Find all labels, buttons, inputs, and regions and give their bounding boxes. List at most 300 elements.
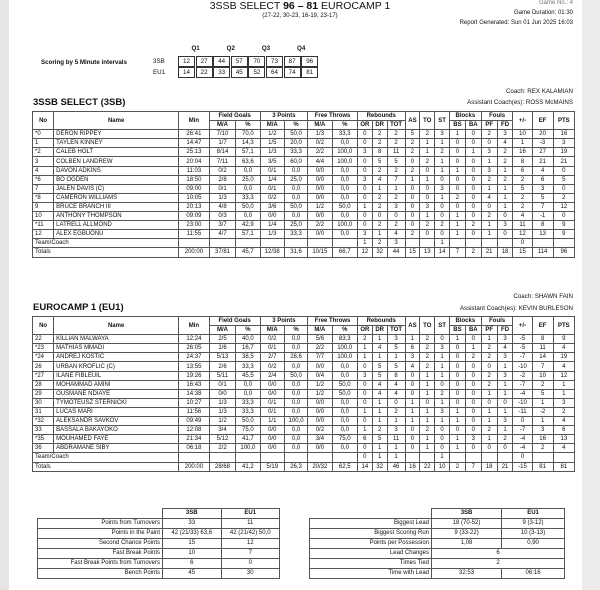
stat-cell: 0/0 <box>308 444 332 453</box>
stat-cell: 0 <box>420 193 435 202</box>
stat-cell: 2/5 <box>209 335 235 344</box>
stat-cell: 1/2 <box>308 380 332 389</box>
stat-cell: 2 <box>372 202 387 211</box>
stat-cell: 2 <box>435 389 450 398</box>
player-number: 3 <box>33 157 54 166</box>
stat-cell: 1 <box>465 148 481 157</box>
player-name: BASSALA BAKAYOKO <box>54 426 179 435</box>
stat-cell: -2 <box>532 407 553 416</box>
stat-cell: 57,1 <box>236 230 260 239</box>
stat-cell: 2 <box>553 407 574 416</box>
stat-cell: 0 <box>449 139 465 148</box>
stat-cell: 2 <box>481 380 497 389</box>
stat-cell: 2 <box>372 221 387 230</box>
summary-label: Points in the Paint <box>38 529 163 539</box>
stat-cell: 0 <box>405 157 420 166</box>
stat-cell: 50,0 <box>284 130 307 139</box>
stat-cell: 16 <box>405 462 420 471</box>
team2-title: EUROCAMP 1 (EU1) <box>33 302 124 313</box>
stat-cell: 5 <box>387 362 405 371</box>
stat-cell: 10:05 <box>179 193 210 202</box>
quarter-header: Q1 <box>191 45 200 52</box>
stat-cell: 20,0 <box>284 139 307 148</box>
stat-cell: 1 <box>481 157 497 166</box>
stat-cell: 4/8 <box>209 202 235 211</box>
team1-title: 3SSB SELECT (3SB) <box>33 97 126 108</box>
player-row <box>33 426 575 435</box>
summary-row <box>38 539 280 549</box>
stat-cell: 2/7 <box>260 353 284 362</box>
stat-cell: 0 <box>420 230 435 239</box>
stat-cell <box>497 239 513 248</box>
stat-cell: 1 <box>372 407 387 416</box>
stat-cell <box>209 239 235 248</box>
stat-cell <box>209 453 235 462</box>
quarter-header: Q2 <box>226 45 235 52</box>
stat-cell: 0/1 <box>260 184 284 193</box>
stat-cell: 0,0 <box>332 426 357 435</box>
stat-cell: 1 <box>449 212 465 221</box>
sub-header: DR <box>372 121 387 130</box>
stat-cell: 2 <box>481 130 497 139</box>
stat-cell: 4 <box>372 389 387 398</box>
stat-cell: 0/0 <box>308 417 332 426</box>
player-row <box>33 407 575 416</box>
stat-cell: 7 <box>532 362 553 371</box>
sub-header: FD <box>497 121 513 130</box>
stat-cell: 18:50 <box>179 175 210 184</box>
col-to: TO <box>420 112 435 130</box>
player-name: TYMOTEUSZ STERNICKI <box>54 398 179 407</box>
stat-cell: 4/7 <box>209 230 235 239</box>
stat-cell: 22 <box>420 462 435 471</box>
stat-cell: 1 <box>481 417 497 426</box>
stat-cell: 0 <box>357 184 372 193</box>
stat-cell: 5 <box>405 130 420 139</box>
summary-value: 11 <box>221 519 280 529</box>
left-page-edge <box>0 0 9 590</box>
stat-cell: 50,0 <box>332 389 357 398</box>
player-name: ANDREJ KOSTIC <box>54 353 179 362</box>
stat-cell: 0 <box>481 398 497 407</box>
stat-cell: 1 <box>497 380 513 389</box>
stat-cell: 1 <box>553 389 574 398</box>
stat-cell: 60,0 <box>284 157 307 166</box>
stat-cell: 26:41 <box>179 130 210 139</box>
stat-cell: 3 <box>532 184 553 193</box>
stat-cell: 4/4 <box>308 157 332 166</box>
stat-cell: 1 <box>420 407 435 416</box>
stat-cell: 2 <box>387 166 405 175</box>
player-name: TAYLEN KINNEY <box>54 139 179 148</box>
interval-team-code: 3SB <box>153 58 165 65</box>
stat-cell: 2 <box>497 148 513 157</box>
stat-cell: 2 <box>481 212 497 221</box>
summary-value: 32:53 <box>432 569 502 579</box>
stat-cell: 2 <box>387 193 405 202</box>
col-st: ST <box>435 317 450 335</box>
stat-cell: 42,9 <box>236 221 260 230</box>
stat-cell: 8 <box>387 371 405 380</box>
stat-cell: 1 <box>387 184 405 193</box>
interval-team-code: EU1 <box>153 69 166 76</box>
quarter-header: Q3 <box>261 45 271 52</box>
stat-cell: 2 <box>513 193 532 202</box>
stat-cell: 0/0 <box>308 398 332 407</box>
stat-cell: 1 <box>405 175 420 184</box>
stat-cell: 7/10 <box>209 130 235 139</box>
stat-cell: 62,5 <box>332 462 357 471</box>
stat-cell: 31,6 <box>284 248 307 257</box>
sub-header: % <box>236 326 260 335</box>
stat-cell: 3/7 <box>209 221 235 230</box>
sub-header: BA <box>465 326 481 335</box>
stat-cell: 3 <box>387 426 405 435</box>
col-blocks: Blocks <box>449 317 481 326</box>
player-number: 31 <box>33 407 54 416</box>
stat-cell: 2/2 <box>209 444 235 453</box>
player-row <box>33 212 575 221</box>
totals-label: Totals <box>33 248 179 257</box>
stat-cell: 2 <box>481 371 497 380</box>
stat-cell: 1 <box>372 417 387 426</box>
stat-cell: 96 <box>553 248 574 257</box>
stat-cell: 4 <box>553 344 574 353</box>
stat-cell: 200:00 <box>179 248 210 257</box>
stat-cell: 3 <box>465 435 481 444</box>
stat-cell: 1/3 <box>260 148 284 157</box>
summary-value: 2 <box>432 559 565 569</box>
stat-cell: 2 <box>372 426 387 435</box>
stat-cell: 2 <box>435 221 450 230</box>
stat-cell: 5/12 <box>209 435 235 444</box>
col-ef: EF <box>532 317 553 335</box>
stat-cell: 0 <box>435 335 450 344</box>
stat-cell: 1 <box>387 444 405 453</box>
stat-cell: 4 <box>497 344 513 353</box>
stat-cell: 5 <box>372 362 387 371</box>
stat-cell: 50,0 <box>236 202 260 211</box>
stat-cell: 1 <box>497 426 513 435</box>
quarter-scores: (27-22, 30-23, 16-19, 23-17) <box>262 13 338 19</box>
stat-cell: 0/0 <box>260 435 284 444</box>
stat-cell: 2 <box>420 335 435 344</box>
stat-cell: 0 <box>465 398 481 407</box>
stat-cell: 0,0 <box>332 193 357 202</box>
stat-cell: 6 <box>513 166 532 175</box>
player-name: BO OGDEN <box>54 175 179 184</box>
stat-cell: 7/11 <box>209 157 235 166</box>
stat-cell: 2/2 <box>308 148 332 157</box>
sub-header: % <box>284 121 307 130</box>
stat-cell: 1 <box>449 435 465 444</box>
stat-cell: 21 <box>497 462 513 471</box>
interval-score-cell: 73 <box>266 56 283 67</box>
player-name: ANTHONY THOMPSON <box>54 212 179 221</box>
stat-cell: 0,0 <box>332 444 357 453</box>
player-name: ALEX EGBUONU <box>54 230 179 239</box>
stat-cell: 0 <box>435 435 450 444</box>
summary-value: 33 <box>163 519 222 529</box>
stat-cell: 12/38 <box>260 248 284 257</box>
summary-corner <box>38 509 163 519</box>
stat-cell: 57,1 <box>236 148 260 157</box>
stat-cell: 100,0 <box>332 221 357 230</box>
player-number: 7 <box>33 184 54 193</box>
stat-cell: 7 <box>532 202 553 211</box>
stat-cell: 1/4 <box>260 221 284 230</box>
player-number: *2 <box>33 148 54 157</box>
stat-cell: 0 <box>449 148 465 157</box>
totals-label: Totals <box>33 462 179 471</box>
sub-header: OR <box>357 326 372 335</box>
stat-cell: 7 <box>387 175 405 184</box>
stat-cell: 0 <box>420 166 435 175</box>
stat-cell: 20/32 <box>308 462 332 471</box>
stat-cell: 33,3 <box>236 362 260 371</box>
stat-cell: 12 <box>357 248 372 257</box>
stat-cell: 1 <box>481 230 497 239</box>
stat-cell: 50,0 <box>332 380 357 389</box>
stat-cell: 0 <box>435 380 450 389</box>
stat-cell: 2 <box>387 221 405 230</box>
stat-cell: 1 <box>435 362 450 371</box>
stat-cell: 1/3 <box>209 193 235 202</box>
stat-cell: 1 <box>405 407 420 416</box>
player-row <box>33 175 575 184</box>
stat-cell: 3 <box>357 175 372 184</box>
stat-cell: 5 <box>372 371 387 380</box>
stat-cell: 3 <box>481 166 497 175</box>
stat-cell: 16 <box>553 130 574 139</box>
summary-value: 6 <box>163 559 222 569</box>
stat-cell: 1 <box>435 239 450 248</box>
player-name: BRUCE BRANCH III <box>54 202 179 211</box>
stat-cell: 0 <box>405 444 420 453</box>
stat-cell: 0,0 <box>332 139 357 148</box>
col-st: ST <box>435 112 450 130</box>
stat-cell: 0 <box>465 380 481 389</box>
final-score: 96 – 81 <box>283 0 319 12</box>
stat-cell: 0 <box>449 175 465 184</box>
stat-cell: 0 <box>449 398 465 407</box>
stat-cell: 8 <box>372 148 387 157</box>
col-field-goals: Field Goals <box>209 317 260 326</box>
sub-header: DR <box>372 326 387 335</box>
stat-cell: 0,0 <box>284 389 307 398</box>
stat-cell: 0 <box>513 417 532 426</box>
stat-cell: 0/0 <box>260 426 284 435</box>
col-name: Name <box>54 317 179 335</box>
stat-cell: 0 <box>449 389 465 398</box>
stat-cell: 50,0 <box>284 202 307 211</box>
stat-cell: 41,7 <box>236 435 260 444</box>
stat-cell: 12:08 <box>179 426 210 435</box>
stat-cell: 0 <box>405 389 420 398</box>
stat-cell <box>553 239 574 248</box>
stat-cell: 5 <box>553 175 574 184</box>
stat-cell: 1/3 <box>308 130 332 139</box>
player-row <box>33 380 575 389</box>
stat-cell <box>532 453 553 462</box>
sub-header: TOT <box>387 326 405 335</box>
stat-cell: 0/1 <box>209 380 235 389</box>
sub-header: PF <box>481 121 497 130</box>
stat-cell: 0 <box>357 453 372 462</box>
stat-cell: 1 <box>435 157 450 166</box>
stat-cell: 83,3 <box>332 335 357 344</box>
player-name: ABDRAMANE SIBY <box>54 444 179 453</box>
summary-right-table <box>309 508 565 579</box>
stat-cell: 1 <box>553 380 574 389</box>
col-plus-minus: +/- <box>513 112 532 130</box>
stat-cell: 1 <box>435 398 450 407</box>
stat-cell: 1 <box>405 398 420 407</box>
stat-cell <box>465 239 481 248</box>
stat-cell: 100,0 <box>332 157 357 166</box>
stat-cell: 6 <box>553 426 574 435</box>
summary-value: 10 <box>163 549 222 559</box>
summary-value: 0 <box>221 559 280 569</box>
stat-cell: 1 <box>420 444 435 453</box>
stat-cell: 0 <box>465 212 481 221</box>
stat-cell: 100,0 <box>236 444 260 453</box>
player-name: LATRELL ALLMOND <box>54 221 179 230</box>
stat-cell: 0 <box>465 166 481 175</box>
stat-cell: 3 <box>497 335 513 344</box>
stat-cell: 2/6 <box>209 362 235 371</box>
stat-cell: 0 <box>465 230 481 239</box>
stat-cell: 0 <box>405 193 420 202</box>
stat-cell <box>179 239 210 248</box>
stat-cell: 3/4 <box>209 426 235 435</box>
player-name: MOHAMMAD AMINI <box>54 380 179 389</box>
col-as: AS <box>405 112 420 130</box>
stat-cell: 12:24 <box>179 335 210 344</box>
stat-cell: 1/2 <box>209 417 235 426</box>
player-number: *23 <box>33 344 54 353</box>
summary-value: 9 (33-22) <box>432 529 502 539</box>
stat-cell: 81 <box>532 462 553 471</box>
stat-cell: 0 <box>449 157 465 166</box>
stat-cell: 5 <box>387 344 405 353</box>
stat-cell: 1 <box>497 184 513 193</box>
stat-cell: 3 <box>420 202 435 211</box>
stat-cell: 21 <box>553 157 574 166</box>
stat-cell: 16 <box>532 435 553 444</box>
stat-cell: 0 <box>405 426 420 435</box>
stat-cell: 15 <box>513 248 532 257</box>
stat-cell: 32 <box>372 462 387 471</box>
col-pts: PTS <box>553 112 574 130</box>
stat-cell: 0/0 <box>308 230 332 239</box>
stat-cell: 1 <box>497 407 513 416</box>
stat-cell: 06:18 <box>179 444 210 453</box>
header-row-1 <box>33 112 575 121</box>
summary-row <box>38 519 280 529</box>
stat-cell: 11 <box>387 148 405 157</box>
player-number: *11 <box>33 221 54 230</box>
stat-cell: 1 <box>435 139 450 148</box>
stat-cell: 1 <box>372 353 387 362</box>
player-name: DERON RIPPEY <box>54 130 179 139</box>
summary-label: Fast Break Points <box>38 549 163 559</box>
summary-value: 1,08 <box>432 539 502 549</box>
stat-cell: 50,0 <box>236 417 260 426</box>
stat-cell: 12 <box>553 371 574 380</box>
player-number: 22 <box>33 335 54 344</box>
stat-cell: 1 <box>497 362 513 371</box>
game-title: 3SSB SELECT 96 – 81 EUROCAMP 1 <box>209 0 391 12</box>
team1-coach: Coach: REX KALAMIAN <box>505 88 573 95</box>
stat-cell: 3 <box>357 230 372 239</box>
stat-cell: 0 <box>357 130 372 139</box>
stat-cell: 1 <box>357 407 372 416</box>
interval-score-cell: 14 <box>178 67 195 78</box>
stat-cell <box>465 453 481 462</box>
stat-cell: 2 <box>357 335 372 344</box>
stat-cell: 0,0 <box>332 371 357 380</box>
stat-cell: 0 <box>481 202 497 211</box>
stat-cell: 1 <box>513 139 532 148</box>
stat-cell: 33,3 <box>236 407 260 416</box>
team2-assistant-coach: Assistant Coach(es): KEVIN BURLESON <box>459 305 573 312</box>
stat-cell: 2 <box>553 193 574 202</box>
player-number: 9 <box>33 202 54 211</box>
stat-cell: 0 <box>357 193 372 202</box>
stat-cell: 3 <box>435 344 450 353</box>
sub-header: FD <box>497 326 513 335</box>
stat-cell: 0 <box>497 398 513 407</box>
stat-cell: 3 <box>357 148 372 157</box>
quarter-header: Q4 <box>297 45 306 52</box>
stat-cell: 3 <box>497 353 513 362</box>
stat-cell: 1 <box>420 389 435 398</box>
stat-cell: 16,7 <box>236 344 260 353</box>
stat-cell <box>449 453 465 462</box>
player-row <box>33 335 575 344</box>
stat-cell: 0 <box>435 230 450 239</box>
stat-cell: 1 <box>372 230 387 239</box>
stat-cell: 4 <box>481 193 497 202</box>
stat-cell: 5 <box>532 389 553 398</box>
stat-cell: 2 <box>420 362 435 371</box>
summary-value: 42 (21/42) 50,0 <box>221 529 280 539</box>
player-number: 29 <box>33 389 54 398</box>
header-row-1 <box>33 317 575 326</box>
stat-cell: 0 <box>465 407 481 416</box>
stat-cell: 5/13 <box>209 353 235 362</box>
col-blocks: Blocks <box>449 112 481 121</box>
player-row <box>33 193 575 202</box>
stat-cell: 32 <box>372 248 387 257</box>
stat-cell: 0 <box>357 139 372 148</box>
stat-cell: 16 <box>513 148 532 157</box>
stat-cell: 3 <box>435 407 450 416</box>
stat-cell: 21 <box>532 157 553 166</box>
stat-cell: 0,0 <box>332 212 357 221</box>
stat-cell: 4 <box>387 230 405 239</box>
stat-cell: 45,5 <box>236 371 260 380</box>
stat-cell: 1/6 <box>209 344 235 353</box>
stat-cell: 11:56 <box>179 407 210 416</box>
stat-cell: 2 <box>465 353 481 362</box>
stat-cell <box>405 453 420 462</box>
col-rebounds: Rebounds <box>357 317 405 326</box>
stat-cell: 0 <box>405 202 420 211</box>
stat-cell: 50,0 <box>332 202 357 211</box>
stat-cell: 09:09 <box>179 212 210 221</box>
